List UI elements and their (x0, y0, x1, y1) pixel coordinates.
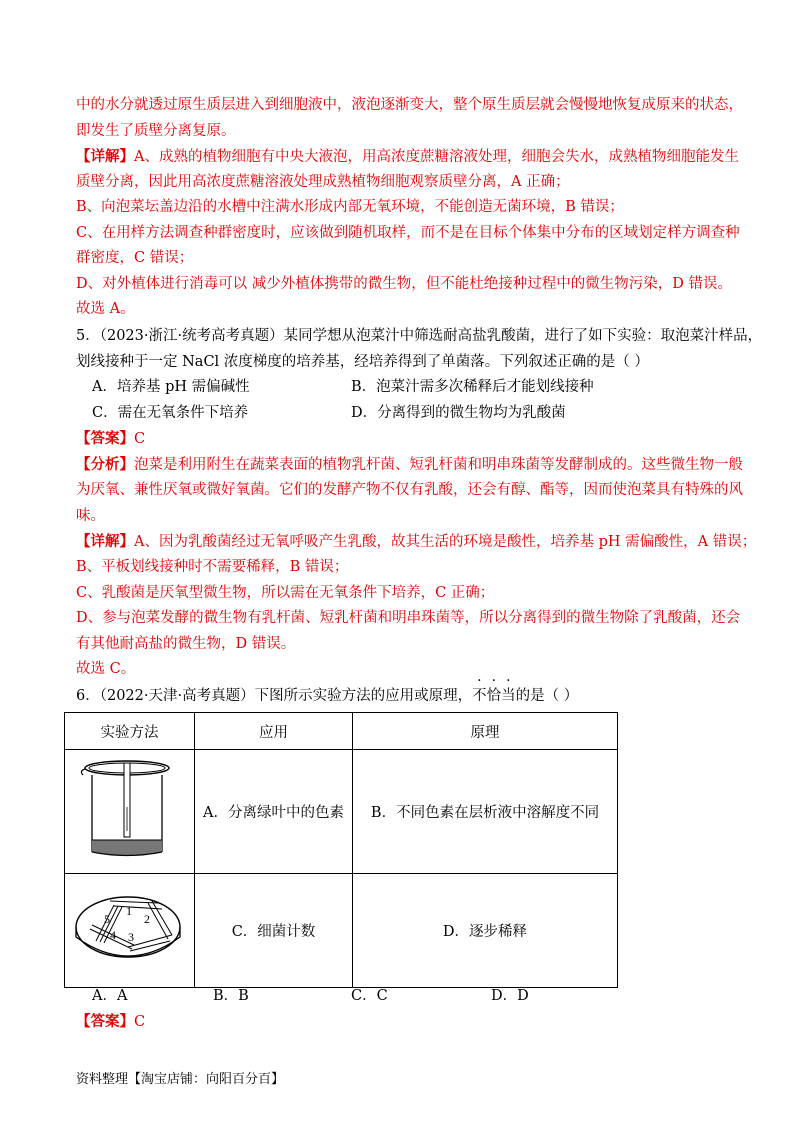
plate-number: 2 (143, 911, 150, 926)
header-cell: 实验方法 (65, 713, 195, 750)
text-line: 故选 A。 (76, 301, 135, 317)
q6-option-d: D．D (491, 988, 529, 1004)
cell-application-c: C．细菌计数 (195, 874, 353, 988)
text-line: 质壁分离，因此用高浓度蔗糖溶液处理成熟植物细胞观察质壁分离，A 正确； (76, 174, 570, 190)
header-cell: 应用 (195, 713, 353, 750)
text-line: 中的水分就透过原生质层进入到细胞液中，液泡逐渐变大，整个原生质层就会慢慢地恢复成原来的状态， (76, 97, 743, 113)
table-row (65, 750, 618, 874)
text-line: 即发生了质壁分离复原。 (76, 123, 236, 139)
q5-stem-1: 5．（2023·浙江·统考高考真题）某同学想从泡菜汁中筛选耐高盐乳酸菌，进行了如下实验：取泡菜汁样品， (76, 328, 763, 344)
text-line: B、向泡菜坛盖边沿的水槽中注满水形成内部无氧环境，不能创造无菌环境，B 错误； (76, 199, 624, 215)
plate-number: 3 (127, 929, 134, 944)
emphasis-dotted (472, 688, 516, 704)
text-line: 为厌氧、兼性厌氧或微好氧菌。它们的发酵产物不仅有乳酸，还会有醇、酯等，因而使泡菜具有特殊的风 (76, 482, 743, 498)
q6-answer (76, 1012, 145, 1032)
chromatography-figure-cell (65, 750, 195, 874)
text-line: D、对外植体进行消毒可以 减少外植体携带的微生物，但不能杜绝接种过程中的微生物污染，D 错误。 (76, 276, 732, 292)
text: 的是（ ） (515, 688, 579, 704)
text: 6．（2022·天津·高考真题）下图所示实验方法的应用或原理， (76, 688, 473, 704)
q6-option-b: B．B (213, 988, 249, 1004)
text: A、因为乳酸菌经过无氧呼吸产生乳酸，故其生活的环境是酸性，培养基 pH 需偏酸性，A 错误； (134, 534, 757, 550)
cell-principle-d: D．逐步稀释 (353, 874, 618, 988)
detail-tag: 【详解】 (76, 148, 134, 165)
dotted-char: 不 (472, 688, 487, 704)
answer-value: C (134, 1014, 146, 1030)
text-line: B、平板划线接种时不需要稀释，B 错误； (76, 559, 349, 575)
streak-plate-figure (70, 879, 190, 979)
dotted-char: 当 (501, 688, 516, 704)
text-line: D、参与泡菜发酵的微生物有乳杆菌、短乳杆菌和明串珠菌等，所以分离得到的微生物除了乳酸菌，还会 (76, 610, 741, 626)
q5-answer (76, 429, 145, 449)
text: 泡菜是利用附生在蔬菜表面的植物乳杆菌、短乳杆菌和明串珠菌等发酵制成的。这些微生物一般 (134, 457, 743, 473)
experiment-table (64, 712, 618, 988)
q6-option-a: A．A (92, 988, 128, 1004)
q6-stem (76, 686, 578, 706)
text: A、成熟的植物细胞有中央大液泡，用高浓度蔗糖溶液处理，细胞会失水，成熟植物细胞能发生 (134, 149, 739, 165)
answer-value: C (134, 431, 146, 447)
chromatography-beaker-figure (75, 755, 185, 865)
header-cell: 原理 (353, 713, 618, 750)
text-line: 有其他耐高盐的微生物，D 错误。 (76, 636, 296, 652)
detail-tag: 【详解】 (76, 533, 134, 550)
text-line: 味。 (76, 508, 105, 524)
text-line: 故选 C。 (76, 661, 136, 677)
analysis-tag: 【分析】 (76, 456, 134, 473)
text-line: 群密度，C 错误； (76, 250, 194, 266)
streak-plate-figure-cell (65, 874, 195, 988)
q4-detail-a1 (76, 147, 739, 167)
text-line: C、在用样方法调查种群密度时，应该做到随机取样，而不是在目标个体集中分布的区域划定样方调查种 (76, 225, 740, 241)
dotted-char: 恰 (486, 688, 502, 704)
table-row (65, 874, 618, 988)
cell-principle-b: B．不同色素在层析液中溶解度不同 (353, 750, 618, 874)
q5-option-d: D．分离得到的微生物均为乳酸菌 (351, 405, 566, 421)
q5-detail-a (76, 532, 756, 552)
q5-option-c: C．需在无氧条件下培养 (92, 405, 249, 421)
text-line: C、乳酸菌是厌氧型微生物，所以需在无氧条件下培养，C 正确； (76, 585, 495, 601)
q5-option-a: A．培养基 pH 需偏碱性 (92, 379, 250, 395)
q6-option-c: C．C (351, 988, 388, 1004)
plate-number: 5 (103, 911, 110, 926)
table-header-row (65, 713, 618, 750)
q5-analysis-1 (76, 455, 743, 475)
q5-option-b: B．泡菜汁需多次稀释后才能划线接种 (351, 379, 594, 395)
cell-application-a: A．分离绿叶中的色素 (195, 750, 353, 874)
plate-number: 1 (125, 903, 132, 918)
plate-number: 4 (109, 927, 116, 942)
page-footer: 资料整理【淘宝店铺：向阳百分百】 (76, 1072, 285, 1087)
answer-tag: 【答案】 (76, 1013, 134, 1030)
q5-stem-2: 划线接种于一定 NaCl 浓度梯度的培养基，经培养得到了单菌落。下列叙述正确的是（ ） (76, 354, 649, 370)
answer-tag: 【答案】 (76, 430, 134, 447)
